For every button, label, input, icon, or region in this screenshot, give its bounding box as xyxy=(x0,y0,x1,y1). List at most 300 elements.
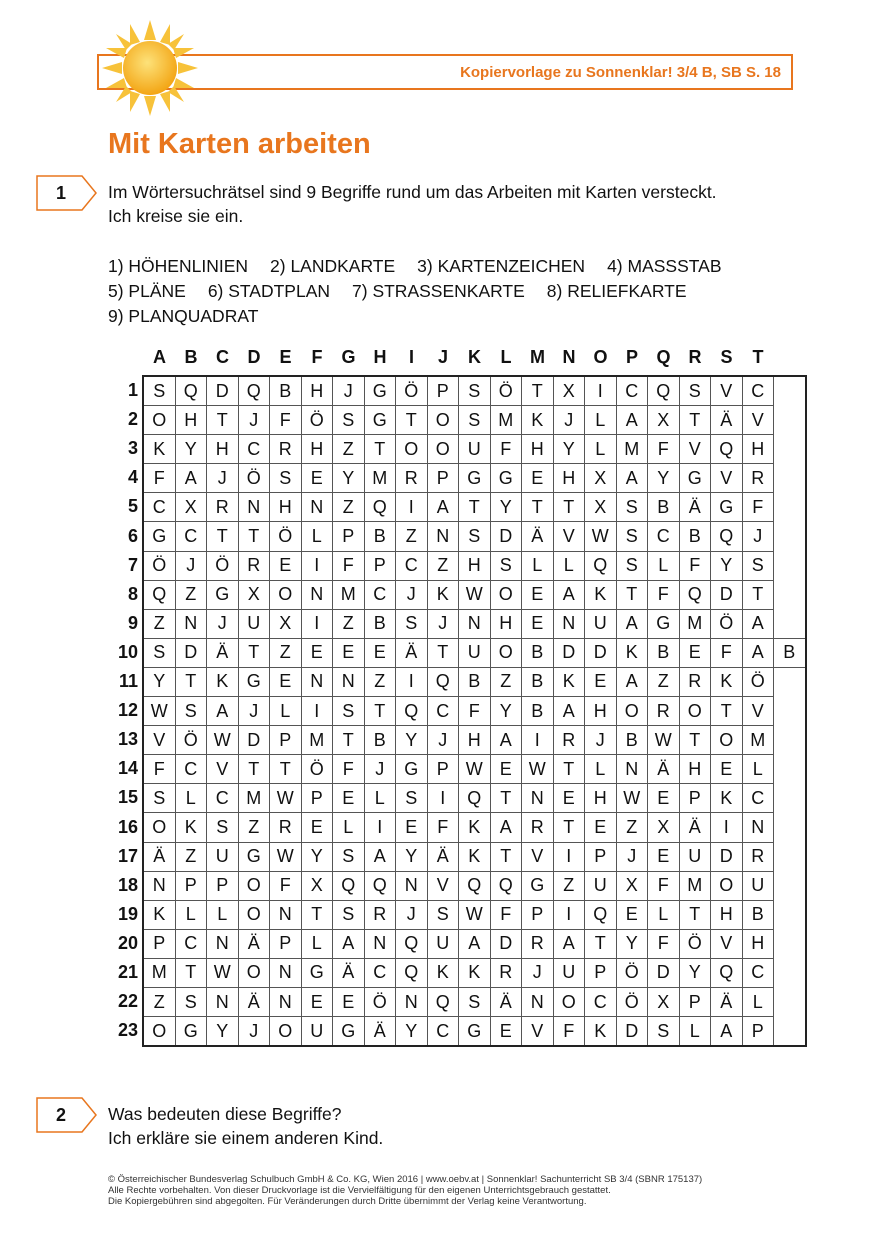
grid-cell[interactable]: N xyxy=(396,871,428,900)
grid-cell[interactable]: E xyxy=(301,464,333,493)
grid-cell[interactable]: S xyxy=(207,813,239,842)
grid-cell[interactable]: S xyxy=(143,784,175,813)
grid-cell[interactable]: Z xyxy=(143,987,175,1016)
grid-cell[interactable]: T xyxy=(427,638,459,667)
grid-cell[interactable]: Z xyxy=(490,667,522,696)
grid-cell[interactable]: C xyxy=(175,522,207,551)
grid-cell[interactable]: T xyxy=(270,755,302,784)
grid-cell[interactable]: T xyxy=(679,406,711,435)
grid-cell[interactable]: I xyxy=(301,609,333,638)
grid-cell[interactable]: P xyxy=(427,755,459,784)
grid-cell[interactable]: B xyxy=(522,638,554,667)
grid-cell[interactable]: Y xyxy=(396,1017,428,1047)
grid-cell[interactable]: S xyxy=(396,784,428,813)
grid-cell[interactable]: L xyxy=(522,551,554,580)
grid-cell[interactable]: D xyxy=(585,638,617,667)
grid-cell[interactable]: M xyxy=(238,784,270,813)
grid-cell[interactable]: W xyxy=(616,784,648,813)
grid-cell[interactable]: T xyxy=(396,406,428,435)
grid-cell[interactable]: A xyxy=(490,813,522,842)
grid-cell[interactable]: L xyxy=(585,406,617,435)
grid-cell[interactable]: T xyxy=(711,697,743,726)
grid-cell[interactable]: Q xyxy=(459,871,491,900)
grid-cell[interactable]: G xyxy=(396,755,428,784)
grid-cell[interactable]: W xyxy=(143,697,175,726)
grid-cell[interactable]: A xyxy=(616,464,648,493)
grid-cell[interactable]: R xyxy=(522,929,554,958)
grid-cell[interactable]: G xyxy=(364,376,396,406)
grid-cell[interactable]: X xyxy=(616,871,648,900)
grid-cell[interactable]: X xyxy=(648,406,680,435)
grid-cell[interactable]: Ö xyxy=(711,609,743,638)
grid-cell[interactable]: J xyxy=(238,1017,270,1047)
grid-cell[interactable]: B xyxy=(459,667,491,696)
grid-cell[interactable]: S xyxy=(490,551,522,580)
grid-cell[interactable]: X xyxy=(553,376,585,406)
grid-cell[interactable]: H xyxy=(459,726,491,755)
grid-cell[interactable]: B xyxy=(648,638,680,667)
grid-cell[interactable]: L xyxy=(207,900,239,929)
grid-cell[interactable]: T xyxy=(175,667,207,696)
grid-cell[interactable]: A xyxy=(616,406,648,435)
grid-cell[interactable]: S xyxy=(648,1017,680,1047)
grid-cell[interactable]: I xyxy=(427,784,459,813)
grid-cell[interactable]: C xyxy=(238,435,270,464)
grid-cell[interactable]: F xyxy=(333,551,365,580)
grid-cell[interactable]: U xyxy=(238,609,270,638)
grid-cell[interactable]: J xyxy=(427,726,459,755)
grid-cell[interactable]: E xyxy=(648,784,680,813)
grid-cell[interactable]: T xyxy=(679,900,711,929)
grid-cell[interactable]: L xyxy=(742,987,774,1016)
grid-cell[interactable]: Ö xyxy=(207,551,239,580)
grid-cell[interactable]: J xyxy=(396,580,428,609)
grid-cell[interactable]: A xyxy=(207,697,239,726)
grid-cell[interactable]: L xyxy=(333,813,365,842)
grid-cell[interactable]: J xyxy=(616,842,648,871)
grid-cell[interactable]: Ä xyxy=(427,842,459,871)
grid-cell[interactable]: Q xyxy=(333,871,365,900)
grid-cell[interactable]: S xyxy=(616,522,648,551)
grid-cell[interactable]: Y xyxy=(553,435,585,464)
grid-cell[interactable]: T xyxy=(553,755,585,784)
grid-cell[interactable]: L xyxy=(364,784,396,813)
grid-cell[interactable]: S xyxy=(333,697,365,726)
grid-cell[interactable]: C xyxy=(585,987,617,1016)
grid-cell[interactable]: N xyxy=(742,813,774,842)
grid-cell[interactable]: V xyxy=(711,376,743,406)
grid-cell[interactable]: R xyxy=(396,464,428,493)
grid-cell[interactable]: F xyxy=(490,900,522,929)
grid-cell[interactable]: Ä xyxy=(648,755,680,784)
grid-cell[interactable]: T xyxy=(207,522,239,551)
grid-cell[interactable]: S xyxy=(175,987,207,1016)
grid-cell[interactable]: Y xyxy=(396,726,428,755)
grid-cell[interactable]: E xyxy=(333,638,365,667)
grid-cell[interactable]: I xyxy=(585,376,617,406)
grid-cell[interactable]: E xyxy=(522,609,554,638)
grid-cell[interactable]: C xyxy=(742,784,774,813)
grid-cell[interactable]: Ö xyxy=(238,464,270,493)
grid-cell[interactable]: Q xyxy=(585,900,617,929)
grid-cell[interactable]: I xyxy=(301,551,333,580)
grid-cell[interactable]: N xyxy=(459,609,491,638)
grid-cell[interactable]: W xyxy=(459,580,491,609)
grid-cell[interactable]: H xyxy=(553,464,585,493)
grid-cell[interactable]: Z xyxy=(175,842,207,871)
grid-cell[interactable]: P xyxy=(427,376,459,406)
grid-cell[interactable]: D xyxy=(238,726,270,755)
grid-cell[interactable]: K xyxy=(585,580,617,609)
grid-cell[interactable]: B xyxy=(648,493,680,522)
grid-cell[interactable]: E xyxy=(270,667,302,696)
grid-cell[interactable]: L xyxy=(742,755,774,784)
grid-cell[interactable]: N xyxy=(270,958,302,987)
grid-cell[interactable]: S xyxy=(459,406,491,435)
grid-cell[interactable]: P xyxy=(333,522,365,551)
grid-cell[interactable]: Ä xyxy=(711,406,743,435)
grid-cell[interactable]: G xyxy=(207,580,239,609)
grid-cell[interactable]: P xyxy=(301,784,333,813)
grid-cell[interactable]: M xyxy=(143,958,175,987)
grid-cell[interactable]: V xyxy=(207,755,239,784)
grid-cell[interactable]: F xyxy=(648,871,680,900)
grid-cell[interactable]: E xyxy=(585,813,617,842)
grid-cell[interactable]: G xyxy=(301,958,333,987)
grid-cell[interactable]: G xyxy=(143,522,175,551)
grid-cell[interactable]: T xyxy=(522,376,554,406)
grid-cell[interactable]: F xyxy=(648,929,680,958)
grid-cell[interactable]: L xyxy=(679,1017,711,1047)
grid-cell[interactable]: A xyxy=(553,580,585,609)
grid-cell[interactable]: B xyxy=(364,522,396,551)
grid-cell[interactable]: E xyxy=(522,464,554,493)
grid-cell[interactable]: D xyxy=(490,929,522,958)
grid-cell[interactable]: W xyxy=(648,726,680,755)
grid-cell[interactable]: R xyxy=(742,464,774,493)
grid-cell[interactable]: E xyxy=(396,813,428,842)
grid-cell[interactable]: T xyxy=(585,929,617,958)
grid-cell[interactable]: A xyxy=(364,842,396,871)
grid-cell[interactable]: O xyxy=(396,435,428,464)
grid-cell[interactable]: N xyxy=(553,609,585,638)
grid-cell[interactable]: P xyxy=(585,842,617,871)
grid-cell[interactable]: T xyxy=(238,638,270,667)
grid-cell[interactable]: U xyxy=(742,871,774,900)
grid-cell[interactable]: O xyxy=(238,871,270,900)
grid-cell[interactable]: H xyxy=(270,493,302,522)
grid-cell[interactable]: E xyxy=(490,755,522,784)
grid-cell[interactable]: M xyxy=(679,871,711,900)
grid-cell[interactable]: U xyxy=(459,435,491,464)
grid-cell[interactable]: J xyxy=(207,609,239,638)
grid-cell[interactable]: Ä xyxy=(522,522,554,551)
grid-cell[interactable]: S xyxy=(175,697,207,726)
grid-cell[interactable]: Q xyxy=(396,958,428,987)
grid-cell[interactable]: Y xyxy=(490,697,522,726)
grid-cell[interactable]: Ö xyxy=(143,551,175,580)
grid-cell[interactable]: I xyxy=(553,900,585,929)
grid-cell[interactable]: Ö xyxy=(679,929,711,958)
grid-cell[interactable]: U xyxy=(301,1017,333,1047)
grid-cell[interactable]: B xyxy=(364,726,396,755)
grid-cell[interactable]: J xyxy=(207,464,239,493)
grid-cell[interactable]: C xyxy=(364,580,396,609)
grid-cell[interactable]: K xyxy=(711,667,743,696)
grid-cell[interactable]: F xyxy=(333,755,365,784)
grid-cell[interactable]: Ä xyxy=(396,638,428,667)
grid-cell[interactable]: C xyxy=(648,522,680,551)
grid-cell[interactable]: T xyxy=(364,435,396,464)
grid-cell[interactable]: H xyxy=(522,435,554,464)
grid-cell[interactable]: N xyxy=(301,667,333,696)
grid-cell[interactable]: I xyxy=(553,842,585,871)
grid-cell[interactable]: O xyxy=(679,697,711,726)
grid-cell[interactable]: H xyxy=(711,900,743,929)
grid-cell[interactable]: D xyxy=(490,522,522,551)
grid-cell[interactable]: W xyxy=(459,755,491,784)
grid-cell[interactable]: B xyxy=(270,376,302,406)
grid-cell[interactable]: G xyxy=(364,406,396,435)
grid-cell[interactable]: I xyxy=(364,813,396,842)
grid-cell[interactable]: W xyxy=(270,784,302,813)
grid-cell[interactable]: E xyxy=(301,638,333,667)
grid-cell[interactable]: K xyxy=(616,638,648,667)
grid-cell[interactable]: B xyxy=(364,609,396,638)
grid-cell[interactable]: D xyxy=(616,1017,648,1047)
grid-cell[interactable]: Q xyxy=(427,667,459,696)
grid-cell[interactable]: F xyxy=(742,493,774,522)
grid-cell[interactable]: W xyxy=(207,726,239,755)
grid-cell[interactable]: S xyxy=(459,376,491,406)
grid-cell[interactable]: E xyxy=(333,987,365,1016)
grid-cell[interactable]: Ä xyxy=(364,1017,396,1047)
grid-cell[interactable]: N xyxy=(207,929,239,958)
grid-cell[interactable]: Y xyxy=(175,435,207,464)
grid-cell[interactable]: N xyxy=(616,755,648,784)
grid-cell[interactable]: Q xyxy=(427,987,459,1016)
grid-cell[interactable]: K xyxy=(143,435,175,464)
grid-cell[interactable]: G xyxy=(238,842,270,871)
grid-cell[interactable]: N xyxy=(396,987,428,1016)
grid-cell[interactable]: T xyxy=(616,580,648,609)
grid-cell[interactable]: J xyxy=(742,522,774,551)
grid-cell[interactable]: N xyxy=(301,580,333,609)
grid-cell[interactable]: Y xyxy=(616,929,648,958)
grid-cell[interactable]: Ö xyxy=(175,726,207,755)
grid-cell[interactable]: Ä xyxy=(333,958,365,987)
grid-cell[interactable]: M xyxy=(679,609,711,638)
grid-cell[interactable]: V xyxy=(679,435,711,464)
grid-cell[interactable]: X xyxy=(238,580,270,609)
grid-cell[interactable]: Y xyxy=(143,667,175,696)
grid-cell[interactable]: J xyxy=(364,755,396,784)
grid-cell[interactable]: N xyxy=(364,929,396,958)
grid-cell[interactable]: R xyxy=(490,958,522,987)
grid-cell[interactable]: A xyxy=(427,493,459,522)
grid-cell[interactable]: U xyxy=(553,958,585,987)
grid-cell[interactable]: Ö xyxy=(270,522,302,551)
grid-cell[interactable]: L xyxy=(301,929,333,958)
grid-cell[interactable]: U xyxy=(207,842,239,871)
grid-cell[interactable]: F xyxy=(143,464,175,493)
grid-cell[interactable]: R xyxy=(364,900,396,929)
grid-cell[interactable]: C xyxy=(207,784,239,813)
grid-cell[interactable]: Ä xyxy=(490,987,522,1016)
grid-cell[interactable]: O xyxy=(427,435,459,464)
grid-cell[interactable]: C xyxy=(427,697,459,726)
grid-cell[interactable]: S xyxy=(270,464,302,493)
grid-cell[interactable]: T xyxy=(301,900,333,929)
grid-cell[interactable]: R xyxy=(742,842,774,871)
grid-cell[interactable]: W xyxy=(270,842,302,871)
grid-cell[interactable]: O xyxy=(490,580,522,609)
grid-cell[interactable]: K xyxy=(553,667,585,696)
grid-cell[interactable]: A xyxy=(175,464,207,493)
grid-cell[interactable]: O xyxy=(427,406,459,435)
grid-cell[interactable]: X xyxy=(648,813,680,842)
grid-cell[interactable]: T xyxy=(679,726,711,755)
grid-cell[interactable]: I xyxy=(396,493,428,522)
grid-cell[interactable]: X xyxy=(270,609,302,638)
grid-cell[interactable]: J xyxy=(522,958,554,987)
grid-cell[interactable]: Z xyxy=(333,609,365,638)
grid-cell[interactable]: Q xyxy=(711,435,743,464)
grid-cell[interactable]: Y xyxy=(490,493,522,522)
grid-cell[interactable]: E xyxy=(616,900,648,929)
grid-cell[interactable]: Z xyxy=(238,813,270,842)
grid-cell[interactable]: E xyxy=(490,1017,522,1047)
grid-cell[interactable]: S xyxy=(459,987,491,1016)
grid-cell[interactable]: L xyxy=(301,522,333,551)
grid-cell[interactable]: S xyxy=(333,900,365,929)
grid-cell[interactable]: P xyxy=(522,900,554,929)
grid-cell[interactable]: P xyxy=(143,929,175,958)
grid-cell[interactable]: E xyxy=(301,813,333,842)
grid-cell[interactable]: E xyxy=(333,784,365,813)
grid-cell[interactable]: E xyxy=(679,638,711,667)
grid-cell[interactable]: Z xyxy=(333,493,365,522)
grid-cell[interactable]: P xyxy=(679,987,711,1016)
grid-cell[interactable]: D xyxy=(711,842,743,871)
grid-cell[interactable]: U xyxy=(427,929,459,958)
grid-cell[interactable]: H xyxy=(742,435,774,464)
grid-cell[interactable]: N xyxy=(301,493,333,522)
grid-cell[interactable]: Ö xyxy=(396,376,428,406)
grid-cell[interactable]: J xyxy=(238,697,270,726)
grid-cell[interactable]: L xyxy=(175,784,207,813)
grid-cell[interactable]: P xyxy=(364,551,396,580)
grid-cell[interactable]: J xyxy=(238,406,270,435)
grid-cell[interactable]: X xyxy=(585,493,617,522)
grid-cell[interactable]: T xyxy=(333,726,365,755)
grid-cell[interactable]: K xyxy=(522,406,554,435)
grid-cell[interactable]: V xyxy=(522,842,554,871)
grid-cell[interactable]: I xyxy=(301,697,333,726)
grid-cell[interactable]: A xyxy=(742,609,774,638)
grid-cell[interactable]: F xyxy=(648,580,680,609)
grid-cell[interactable]: V xyxy=(427,871,459,900)
grid-cell[interactable]: Z xyxy=(143,609,175,638)
grid-cell[interactable]: V xyxy=(711,929,743,958)
grid-cell[interactable]: Ö xyxy=(490,376,522,406)
grid-cell[interactable]: A xyxy=(553,929,585,958)
grid-cell[interactable]: G xyxy=(711,493,743,522)
grid-cell[interactable]: H xyxy=(585,697,617,726)
grid-cell[interactable]: B xyxy=(522,667,554,696)
grid-cell[interactable]: K xyxy=(459,842,491,871)
grid-cell[interactable]: Q xyxy=(711,522,743,551)
grid-cell[interactable]: K xyxy=(711,784,743,813)
grid-cell[interactable]: O xyxy=(143,406,175,435)
grid-cell[interactable]: L xyxy=(270,697,302,726)
grid-cell[interactable]: C xyxy=(742,376,774,406)
grid-cell[interactable]: B xyxy=(522,697,554,726)
grid-cell[interactable]: S xyxy=(679,376,711,406)
grid-cell[interactable]: K xyxy=(585,1017,617,1047)
grid-cell[interactable]: Y xyxy=(207,1017,239,1047)
grid-cell[interactable]: K xyxy=(459,813,491,842)
grid-cell[interactable]: K xyxy=(459,958,491,987)
grid-cell[interactable]: I xyxy=(711,813,743,842)
grid-cell[interactable]: W xyxy=(585,522,617,551)
grid-cell[interactable]: E xyxy=(711,755,743,784)
grid-cell[interactable]: X xyxy=(175,493,207,522)
grid-cell[interactable]: T xyxy=(238,755,270,784)
grid-cell[interactable]: N xyxy=(522,784,554,813)
grid-cell[interactable]: N xyxy=(270,987,302,1016)
grid-cell[interactable]: T xyxy=(490,842,522,871)
grid-cell[interactable]: P xyxy=(679,784,711,813)
grid-cell[interactable]: S xyxy=(616,493,648,522)
grid-cell[interactable]: D xyxy=(207,376,239,406)
grid-cell[interactable]: Q xyxy=(396,929,428,958)
grid-cell[interactable]: O xyxy=(238,958,270,987)
grid-cell[interactable]: G xyxy=(459,1017,491,1047)
grid-cell[interactable]: P xyxy=(270,929,302,958)
grid-cell[interactable]: P xyxy=(427,464,459,493)
grid-cell[interactable]: D xyxy=(175,638,207,667)
grid-cell[interactable]: M xyxy=(364,464,396,493)
grid-cell[interactable]: W xyxy=(207,958,239,987)
grid-cell[interactable]: R xyxy=(270,435,302,464)
grid-cell[interactable]: O xyxy=(711,726,743,755)
grid-cell[interactable]: Z xyxy=(616,813,648,842)
grid-cell[interactable]: R xyxy=(648,697,680,726)
grid-cell[interactable]: Ö xyxy=(364,987,396,1016)
grid-cell[interactable]: Ö xyxy=(616,958,648,987)
grid-cell[interactable]: A xyxy=(711,1017,743,1047)
grid-cell[interactable]: V xyxy=(742,406,774,435)
grid-cell[interactable]: V xyxy=(143,726,175,755)
grid-cell[interactable]: U xyxy=(679,842,711,871)
grid-cell[interactable]: S xyxy=(742,551,774,580)
grid-cell[interactable]: O xyxy=(143,1017,175,1047)
grid-cell[interactable]: B xyxy=(742,900,774,929)
grid-cell[interactable]: Z xyxy=(364,667,396,696)
grid-cell[interactable]: H xyxy=(679,755,711,784)
grid-cell[interactable]: Ä xyxy=(679,813,711,842)
grid-cell[interactable]: M xyxy=(742,726,774,755)
grid-cell[interactable]: S xyxy=(616,551,648,580)
grid-cell[interactable]: S xyxy=(143,376,175,406)
grid-cell[interactable]: V xyxy=(553,522,585,551)
grid-cell[interactable]: Y xyxy=(679,958,711,987)
grid-cell[interactable]: K xyxy=(175,813,207,842)
grid-cell[interactable]: R xyxy=(270,813,302,842)
grid-cell[interactable]: N xyxy=(238,493,270,522)
grid-cell[interactable]: S xyxy=(143,638,175,667)
